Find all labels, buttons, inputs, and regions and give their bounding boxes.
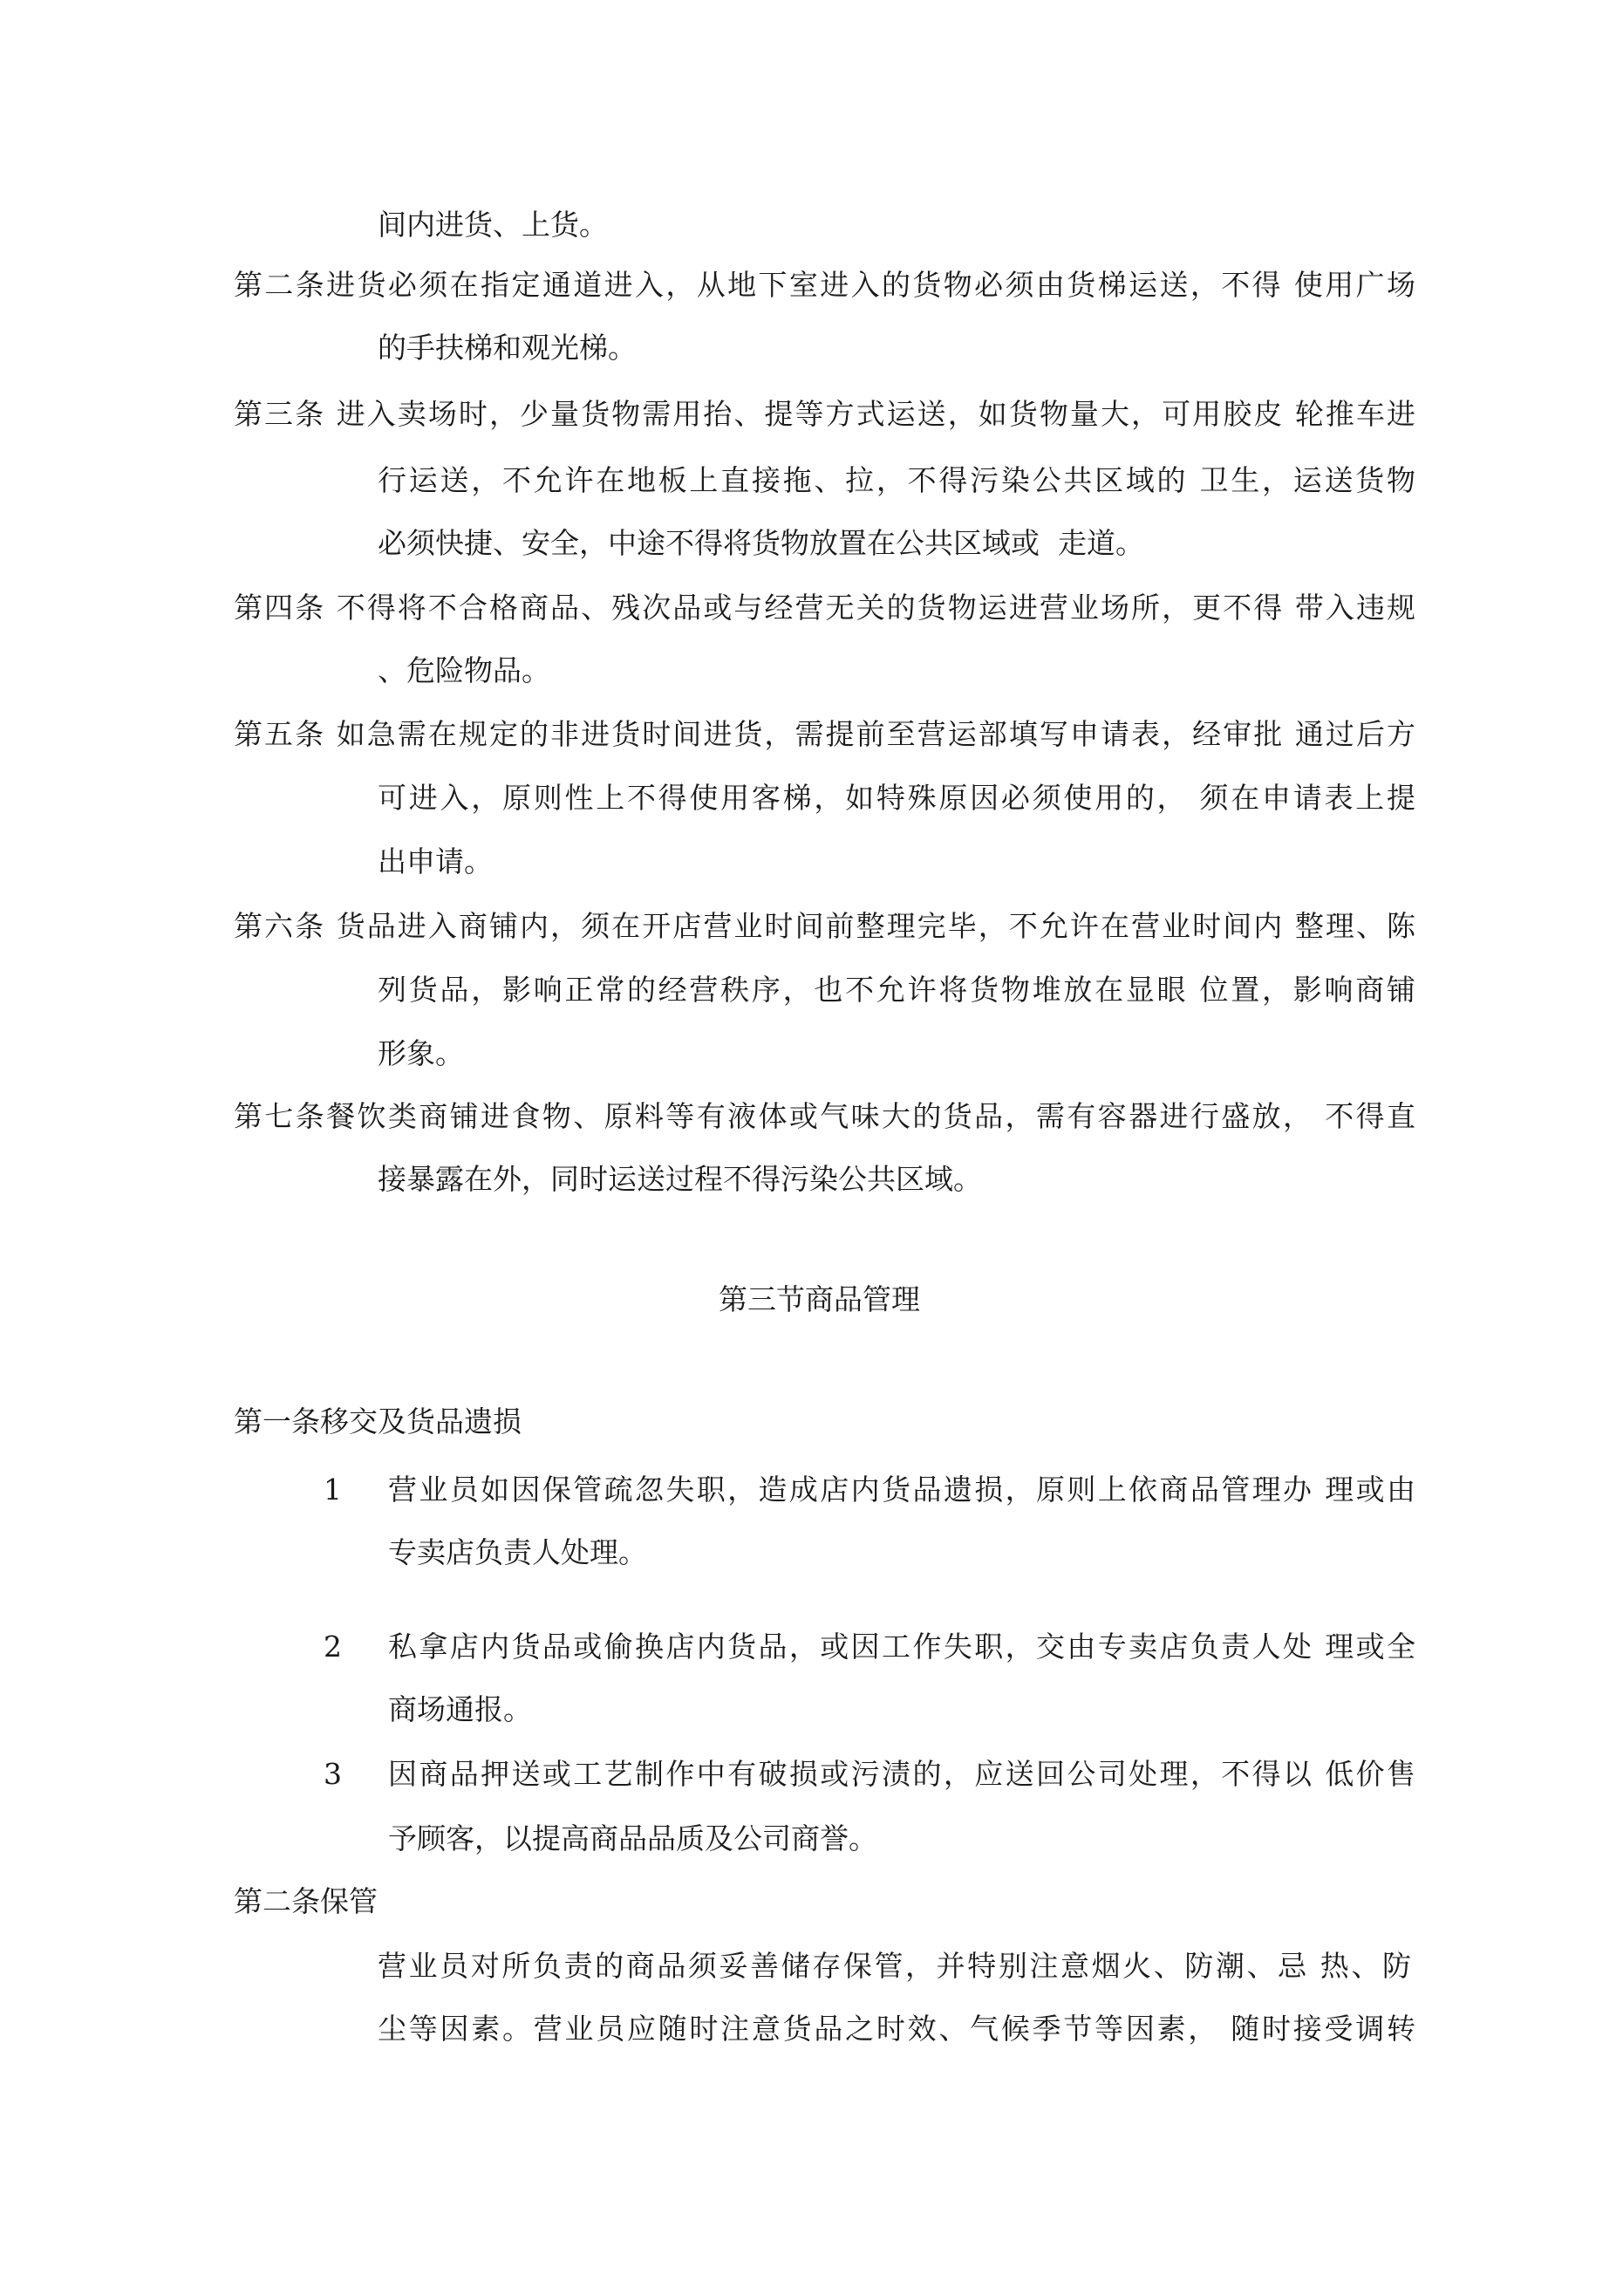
list-item-text: 专卖店负责人处理。 — [388, 1535, 647, 1569]
text-line: 第二条进货必须在指定通道进入，从地下室进入的货物必须由货梯运送，不得 使用广场 — [234, 268, 1415, 302]
text-line: 第六条 货品进入商铺内，须在开店营业时间前整理完毕，不允许在营业时间内 整理、陈 — [234, 909, 1415, 943]
text-line: 第七条餐饮类商铺进食物、原料等有液体或气味大的货品，需有容器进行盛放， 不得直 — [234, 1099, 1415, 1133]
list-item-number: 1 — [324, 1473, 342, 1507]
text-line: 第四条 不得将不合格商品、残次品或与经营无关的货物运进营业场所，更不得 带入违规 — [234, 591, 1415, 625]
text-line: 第五条 如急需在规定的非进货时间进货，需提前至营运部填写申请表，经审批 通过后方 — [234, 717, 1415, 751]
text-line: 可进入，原则性上不得使用客梯，如特殊原因必须使用的， 须在申请表上提 — [378, 781, 1415, 815]
list-item-text: 予顾客，以提高商品品质及公司商誉。 — [388, 1821, 877, 1855]
list-item-text: 私拿店内货品或偷换店内货品，或因工作失职，交由专卖店负责人处 理或全 — [388, 1630, 1415, 1664]
text-line: 、危险物品。 — [378, 653, 550, 687]
section-heading: 第三节商品管理 — [719, 1282, 920, 1316]
text-line: 列货品，影响正常的经营秩序，也不允许将货物堆放在显眼 位置，影响商铺 — [378, 973, 1415, 1007]
text-line: 尘等因素。营业员应随时注意货品之时效、气候季节等因素， 随时接受调转 — [378, 2012, 1415, 2046]
text-line: 的手扶梯和观光梯。 — [378, 331, 637, 365]
text-line: 间内进货、上货。 — [378, 208, 608, 242]
article-title: 第二条保管 — [234, 1884, 378, 1918]
text-line: 出申请。 — [378, 844, 493, 878]
text-line: 形象。 — [378, 1036, 464, 1070]
text-line: 行运送，不允许在地板上直接拖、拉，不得污染公共区域的 卫生，运送货物 — [378, 463, 1415, 497]
text-line: 接暴露在外，同时运送过程不得污染公共区域。 — [378, 1162, 982, 1196]
text-line: 第三条 进入卖场时，少量货物需用抬、提等方式运送，如货物量大，可用胶皮 轮推车进 — [234, 397, 1415, 431]
text-line: 营业员对所负责的商品须妥善储存保管，并特别注意烟火、防潮、忌 热、防 — [378, 1949, 1411, 1983]
list-item-text: 营业员如因保管疏忽失职，造成店内货品遗损，原则上依商品管理办 理或由 — [388, 1473, 1415, 1507]
list-item-text: 因商品押送或工艺制作中有破损或污渍的，应送回公司处理，不得以 低价售 — [388, 1757, 1415, 1791]
text-line: 必须快捷、安全，中途不得将货物放置在公共区域或 走道。 — [378, 526, 1144, 560]
list-item-text: 商场通报。 — [388, 1692, 532, 1726]
list-item-number: 2 — [324, 1630, 342, 1664]
article-title: 第一条移交及货品遗损 — [234, 1404, 522, 1438]
list-item-number: 3 — [324, 1757, 342, 1791]
